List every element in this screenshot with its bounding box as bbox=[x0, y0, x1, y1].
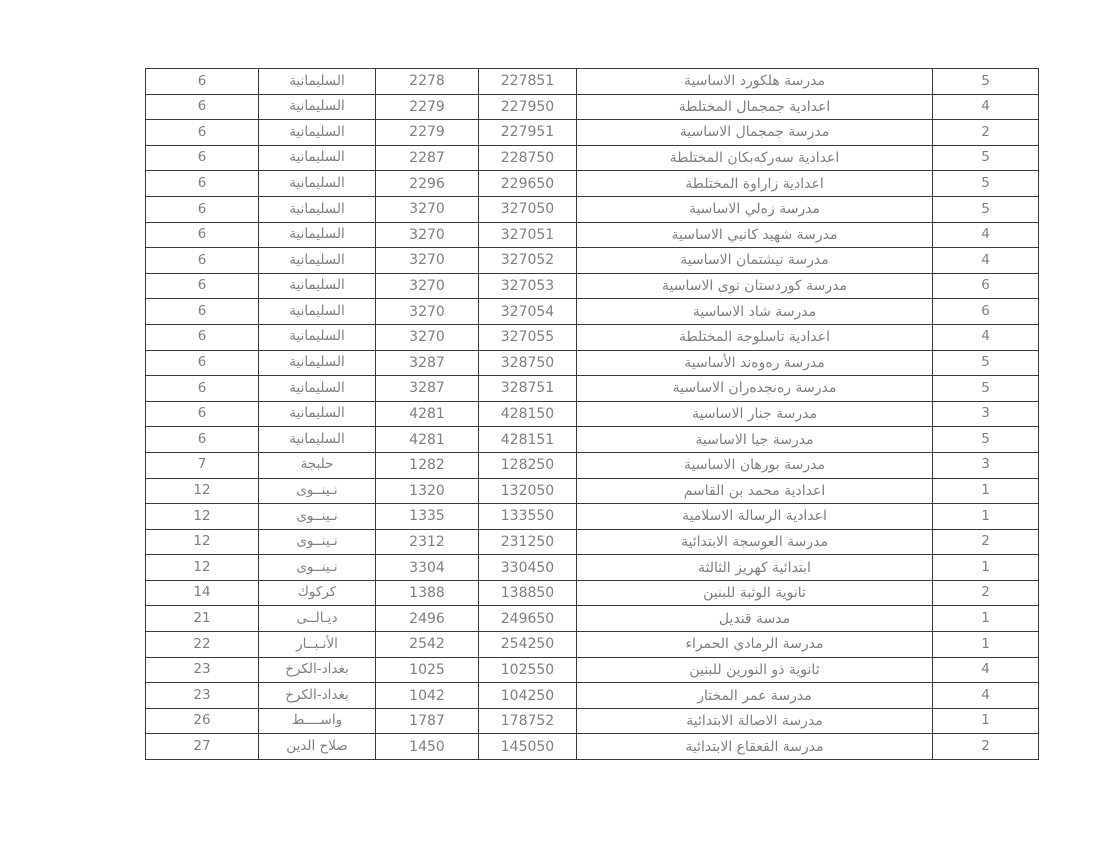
cell-school-code-4: 4281 bbox=[376, 401, 479, 427]
cell-school-code-6: 327051 bbox=[479, 222, 577, 248]
cell-school-code-6: 327055 bbox=[479, 324, 577, 350]
table-row bbox=[146, 248, 1039, 274]
cell-school-name: مدرسة رەوەند الأساسية bbox=[577, 350, 933, 376]
cell-teacher-count: 5 bbox=[933, 376, 1039, 402]
cell-province-number: 6 bbox=[146, 69, 259, 95]
cell-school-name: مدرسة زەلي الاساسية bbox=[577, 196, 933, 222]
cell-province-number: 12 bbox=[146, 555, 259, 581]
table-row bbox=[146, 171, 1039, 197]
table-row bbox=[146, 452, 1039, 478]
cell-teacher-count: 3 bbox=[933, 452, 1039, 478]
cell-teacher-count: 5 bbox=[933, 427, 1039, 453]
cell-province-name: نـينــوى bbox=[259, 529, 376, 555]
cell-school-code-4: 4281 bbox=[376, 427, 479, 453]
cell-school-code-6: 227851 bbox=[479, 69, 577, 95]
cell-school-code-4: 3287 bbox=[376, 376, 479, 402]
cell-teacher-count: 1 bbox=[933, 708, 1039, 734]
cell-teacher-count: 5 bbox=[933, 69, 1039, 95]
cell-teacher-count: 2 bbox=[933, 120, 1039, 146]
cell-province-number: 6 bbox=[146, 427, 259, 453]
table-row bbox=[146, 350, 1039, 376]
cell-school-code-4: 2278 bbox=[376, 69, 479, 95]
schools-table bbox=[145, 68, 1039, 760]
cell-school-name: ثانوية ذو النورين للبنين bbox=[577, 657, 933, 683]
cell-province-name: السليمانية bbox=[259, 401, 376, 427]
cell-teacher-count: 5 bbox=[933, 196, 1039, 222]
cell-province-name: السليمانية bbox=[259, 273, 376, 299]
cell-province-number: 6 bbox=[146, 222, 259, 248]
cell-school-code-6: 330450 bbox=[479, 555, 577, 581]
cell-school-code-6: 178752 bbox=[479, 708, 577, 734]
cell-province-number: 12 bbox=[146, 504, 259, 530]
table-row bbox=[146, 120, 1039, 146]
cell-teacher-count: 2 bbox=[933, 580, 1039, 606]
cell-province-number: 6 bbox=[146, 350, 259, 376]
cell-school-code-6: 227951 bbox=[479, 120, 577, 146]
cell-school-name: ثانوية الوثبة للبنين bbox=[577, 580, 933, 606]
cell-school-name: مدرسة العوسجة الابتدائية bbox=[577, 529, 933, 555]
cell-school-name: مدرسة عمر المختار bbox=[577, 683, 933, 709]
cell-school-code-4: 2279 bbox=[376, 94, 479, 120]
cell-school-code-4: 1320 bbox=[376, 478, 479, 504]
table-row bbox=[146, 555, 1039, 581]
table-row bbox=[146, 69, 1039, 95]
cell-school-name: اعدادية الرسالة الاسلامية bbox=[577, 504, 933, 530]
table-row bbox=[146, 683, 1039, 709]
cell-school-name: مدرسة نيشتمان الاساسية bbox=[577, 248, 933, 274]
cell-province-number: 6 bbox=[146, 248, 259, 274]
cell-province-number: 23 bbox=[146, 683, 259, 709]
cell-province-number: 6 bbox=[146, 273, 259, 299]
cell-province-name: نـينــوى bbox=[259, 478, 376, 504]
cell-school-code-4: 2496 bbox=[376, 606, 479, 632]
table-row bbox=[146, 734, 1039, 760]
cell-school-code-6: 128250 bbox=[479, 452, 577, 478]
cell-province-number: 6 bbox=[146, 401, 259, 427]
cell-school-name: مدرسة الرمادي الحمراء bbox=[577, 632, 933, 658]
cell-school-code-6: 229650 bbox=[479, 171, 577, 197]
cell-school-name: مدرسة جيا الاساسية bbox=[577, 427, 933, 453]
cell-province-name: السليمانية bbox=[259, 222, 376, 248]
table-row bbox=[146, 145, 1039, 171]
cell-province-name: السليمانية bbox=[259, 94, 376, 120]
cell-province-name: السليمانية bbox=[259, 350, 376, 376]
cell-school-name: مدرسة الاصالة الابتدائية bbox=[577, 708, 933, 734]
cell-school-name: مدرسة كوردستان نوى الاساسية bbox=[577, 273, 933, 299]
cell-school-code-4: 1042 bbox=[376, 683, 479, 709]
cell-province-name: نـينــوى bbox=[259, 555, 376, 581]
cell-teacher-count: 6 bbox=[933, 299, 1039, 325]
cell-province-name: ديـالــى bbox=[259, 606, 376, 632]
cell-school-code-4: 2296 bbox=[376, 171, 479, 197]
cell-province-name: حلبجة bbox=[259, 452, 376, 478]
cell-school-code-6: 327053 bbox=[479, 273, 577, 299]
cell-school-code-4: 1450 bbox=[376, 734, 479, 760]
cell-province-name: السليمانية bbox=[259, 427, 376, 453]
cell-teacher-count: 1 bbox=[933, 504, 1039, 530]
cell-teacher-count: 3 bbox=[933, 401, 1039, 427]
cell-province-number: 6 bbox=[146, 145, 259, 171]
table-row bbox=[146, 376, 1039, 402]
cell-school-name: مدرسة شاد الاساسية bbox=[577, 299, 933, 325]
cell-school-code-4: 3287 bbox=[376, 350, 479, 376]
table-row bbox=[146, 196, 1039, 222]
cell-school-name: ابتدائية كهريز الثالثة bbox=[577, 555, 933, 581]
cell-school-name: اعدادية محمد بن القاسم bbox=[577, 478, 933, 504]
cell-province-name: واســــط bbox=[259, 708, 376, 734]
table-row bbox=[146, 606, 1039, 632]
cell-school-code-6: 104250 bbox=[479, 683, 577, 709]
schools-table-container bbox=[146, 68, 1039, 760]
cell-school-code-6: 328750 bbox=[479, 350, 577, 376]
cell-province-number: 14 bbox=[146, 580, 259, 606]
table-row bbox=[146, 324, 1039, 350]
cell-teacher-count: 1 bbox=[933, 555, 1039, 581]
cell-teacher-count: 5 bbox=[933, 171, 1039, 197]
cell-province-name: صلاح الدين bbox=[259, 734, 376, 760]
cell-province-number: 6 bbox=[146, 324, 259, 350]
cell-school-code-6: 133550 bbox=[479, 504, 577, 530]
table-row bbox=[146, 580, 1039, 606]
table-row bbox=[146, 657, 1039, 683]
cell-school-code-6: 138850 bbox=[479, 580, 577, 606]
cell-teacher-count: 1 bbox=[933, 606, 1039, 632]
cell-school-name: اعدادية سەركەبكان المختلطة bbox=[577, 145, 933, 171]
cell-province-name: كركوك bbox=[259, 580, 376, 606]
cell-school-code-4: 1025 bbox=[376, 657, 479, 683]
cell-province-name: السليمانية bbox=[259, 69, 376, 95]
cell-school-code-4: 3270 bbox=[376, 222, 479, 248]
cell-teacher-count: 4 bbox=[933, 324, 1039, 350]
cell-teacher-count: 4 bbox=[933, 248, 1039, 274]
cell-teacher-count: 4 bbox=[933, 657, 1039, 683]
cell-school-code-6: 132050 bbox=[479, 478, 577, 504]
cell-school-code-4: 1787 bbox=[376, 708, 479, 734]
cell-school-name: اعدادية جمجمال المختلطة bbox=[577, 94, 933, 120]
cell-school-code-6: 428150 bbox=[479, 401, 577, 427]
cell-school-code-6: 327054 bbox=[479, 299, 577, 325]
cell-province-name: السليمانية bbox=[259, 171, 376, 197]
cell-teacher-count: 4 bbox=[933, 94, 1039, 120]
cell-teacher-count: 5 bbox=[933, 145, 1039, 171]
cell-school-code-4: 2542 bbox=[376, 632, 479, 658]
cell-school-code-6: 328751 bbox=[479, 376, 577, 402]
cell-school-code-4: 3270 bbox=[376, 196, 479, 222]
cell-province-number: 21 bbox=[146, 606, 259, 632]
table-row bbox=[146, 427, 1039, 453]
cell-school-name: مدسة قنديل bbox=[577, 606, 933, 632]
table-row bbox=[146, 632, 1039, 658]
cell-school-code-4: 2312 bbox=[376, 529, 479, 555]
cell-school-code-6: 228750 bbox=[479, 145, 577, 171]
cell-school-name: مدرسة القعقاع الابتدائية bbox=[577, 734, 933, 760]
cell-school-code-6: 227950 bbox=[479, 94, 577, 120]
cell-school-name: مدرسة بورهان الاساسية bbox=[577, 452, 933, 478]
table-row bbox=[146, 478, 1039, 504]
cell-teacher-count: 4 bbox=[933, 222, 1039, 248]
table-row bbox=[146, 94, 1039, 120]
table-row bbox=[146, 529, 1039, 555]
schools-table-body bbox=[146, 69, 1039, 760]
cell-province-name: السليمانية bbox=[259, 376, 376, 402]
cell-province-number: 6 bbox=[146, 171, 259, 197]
cell-school-name: مدرسة رەنجدەران الاساسية bbox=[577, 376, 933, 402]
cell-school-name: مدرسة جنار الاساسية bbox=[577, 401, 933, 427]
cell-school-code-4: 1282 bbox=[376, 452, 479, 478]
cell-province-number: 6 bbox=[146, 120, 259, 146]
cell-province-number: 27 bbox=[146, 734, 259, 760]
cell-province-number: 12 bbox=[146, 529, 259, 555]
cell-school-code-6: 254250 bbox=[479, 632, 577, 658]
cell-school-code-6: 249650 bbox=[479, 606, 577, 632]
cell-school-code-6: 231250 bbox=[479, 529, 577, 555]
cell-province-name: نـينــوى bbox=[259, 504, 376, 530]
cell-province-number: 6 bbox=[146, 94, 259, 120]
table-row bbox=[146, 401, 1039, 427]
cell-school-code-4: 2279 bbox=[376, 120, 479, 146]
table-row bbox=[146, 504, 1039, 530]
cell-province-number: 6 bbox=[146, 299, 259, 325]
cell-province-name: بغداد-الكرخ bbox=[259, 657, 376, 683]
cell-school-name: اعدادية زاراوة المختلطة bbox=[577, 171, 933, 197]
cell-school-code-4: 3270 bbox=[376, 299, 479, 325]
cell-school-code-4: 3304 bbox=[376, 555, 479, 581]
table-row bbox=[146, 222, 1039, 248]
cell-school-code-4: 1335 bbox=[376, 504, 479, 530]
table-row bbox=[146, 299, 1039, 325]
cell-province-number: 6 bbox=[146, 196, 259, 222]
cell-province-number: 12 bbox=[146, 478, 259, 504]
cell-province-name: السليمانية bbox=[259, 248, 376, 274]
cell-school-name: مدرسة شهيد كانبي الاساسية bbox=[577, 222, 933, 248]
cell-province-name: السليمانية bbox=[259, 324, 376, 350]
cell-province-name: السليمانية bbox=[259, 145, 376, 171]
cell-province-name: الأنـبــار bbox=[259, 632, 376, 658]
cell-province-number: 6 bbox=[146, 376, 259, 402]
cell-province-number: 23 bbox=[146, 657, 259, 683]
cell-province-name: السليمانية bbox=[259, 196, 376, 222]
cell-teacher-count: 1 bbox=[933, 478, 1039, 504]
cell-province-number: 7 bbox=[146, 452, 259, 478]
cell-school-code-6: 145050 bbox=[479, 734, 577, 760]
cell-teacher-count: 4 bbox=[933, 683, 1039, 709]
cell-school-code-6: 327052 bbox=[479, 248, 577, 274]
cell-province-name: السليمانية bbox=[259, 299, 376, 325]
cell-school-code-6: 327050 bbox=[479, 196, 577, 222]
cell-school-name: اعدادية تاسلوجة المختلطة bbox=[577, 324, 933, 350]
cell-province-name: السليمانية bbox=[259, 120, 376, 146]
table-row bbox=[146, 273, 1039, 299]
cell-teacher-count: 2 bbox=[933, 529, 1039, 555]
cell-province-number: 26 bbox=[146, 708, 259, 734]
table-row bbox=[146, 708, 1039, 734]
cell-teacher-count: 2 bbox=[933, 734, 1039, 760]
cell-teacher-count: 5 bbox=[933, 350, 1039, 376]
cell-province-name: بغداد-الكرخ bbox=[259, 683, 376, 709]
cell-school-code-4: 3270 bbox=[376, 248, 479, 274]
cell-school-code-4: 1388 bbox=[376, 580, 479, 606]
cell-teacher-count: 6 bbox=[933, 273, 1039, 299]
cell-school-code-4: 2287 bbox=[376, 145, 479, 171]
cell-school-code-6: 102550 bbox=[479, 657, 577, 683]
cell-province-number: 22 bbox=[146, 632, 259, 658]
cell-school-code-4: 3270 bbox=[376, 324, 479, 350]
cell-school-code-6: 428151 bbox=[479, 427, 577, 453]
cell-teacher-count: 1 bbox=[933, 632, 1039, 658]
cell-school-name: مدرسة جمجمال الاساسية bbox=[577, 120, 933, 146]
cell-school-name: مدرسة هلكورد الاساسية bbox=[577, 69, 933, 95]
cell-school-code-4: 3270 bbox=[376, 273, 479, 299]
